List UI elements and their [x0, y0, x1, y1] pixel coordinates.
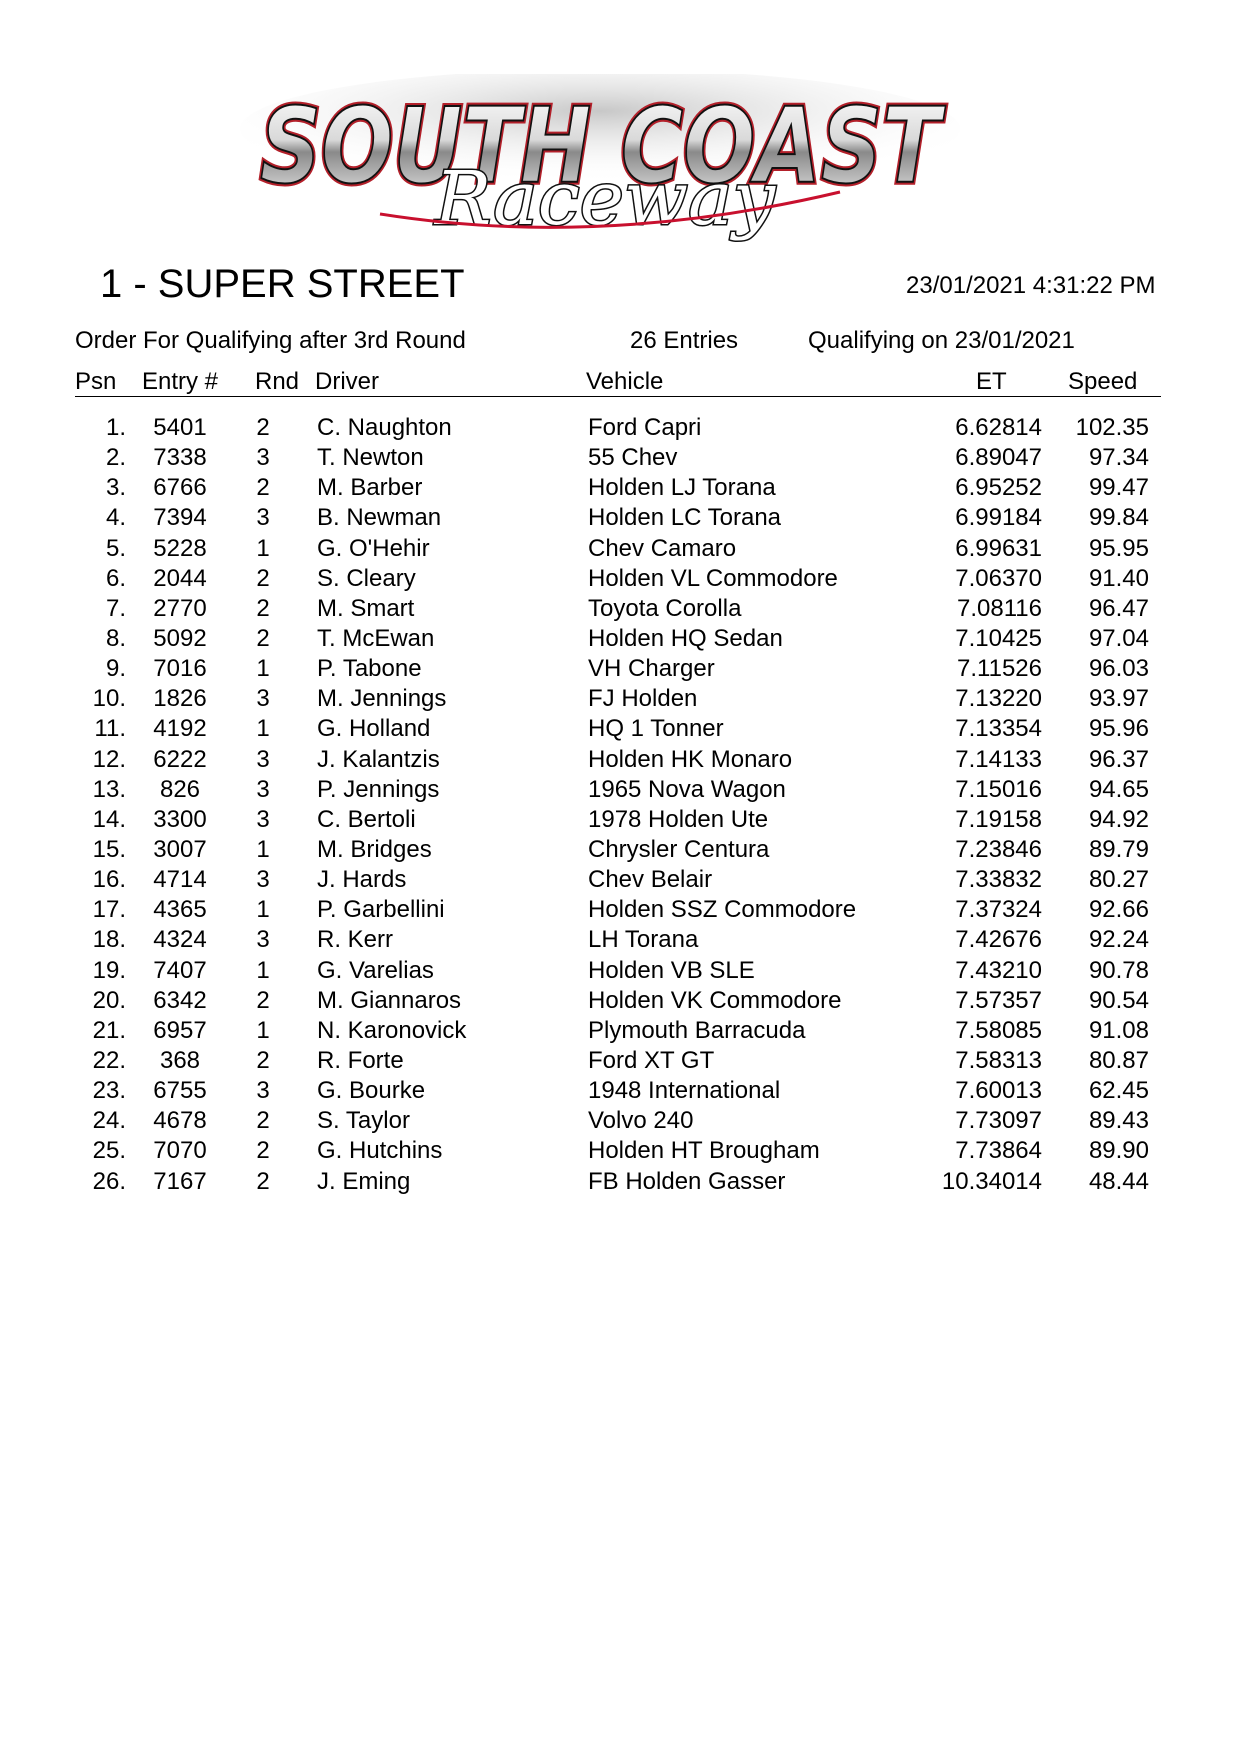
- cell-vehicle: LH Torana: [588, 926, 699, 954]
- cell-rnd: 2: [256, 564, 270, 592]
- cell-rnd: 2: [256, 986, 270, 1014]
- cell-vehicle: FJ Holden: [588, 685, 698, 713]
- cell-entry: 3007: [153, 835, 207, 863]
- table-row: [0, 535, 1240, 565]
- cell-driver: R. Forte: [317, 1046, 404, 1074]
- cell-rnd: 3: [256, 504, 270, 532]
- table-row: [0, 896, 1240, 926]
- cell-psn: 9.: [105, 655, 126, 683]
- cell-psn: 20.: [92, 986, 126, 1014]
- cell-rnd: 2: [256, 414, 270, 441]
- cell-psn: 26.: [92, 1167, 126, 1195]
- cell-speed: 89.43: [1088, 1107, 1149, 1135]
- cell-speed: 96.37: [1088, 745, 1149, 773]
- cell-vehicle: 1965 Nova Wagon: [588, 775, 786, 803]
- cell-rnd: 2: [256, 624, 270, 652]
- cell-driver: T. Newton: [317, 444, 424, 472]
- cell-psn: 18.: [92, 926, 126, 954]
- cell-vehicle: Plymouth Barracuda: [588, 1016, 806, 1044]
- table-row: [0, 957, 1240, 987]
- cell-rnd: 2: [256, 1167, 270, 1195]
- cell-rnd: 3: [256, 1077, 270, 1105]
- cell-speed: 62.45: [1088, 1077, 1149, 1105]
- cell-psn: 11.: [94, 715, 126, 743]
- table-header: [75, 368, 1161, 397]
- cell-et: 7.14133: [955, 745, 1042, 773]
- entries-count: 26 Entries: [630, 327, 739, 354]
- cell-speed: 91.08: [1088, 1016, 1149, 1044]
- cell-driver: N. Karonovick: [317, 1016, 467, 1044]
- cell-et: 6.89047: [955, 444, 1042, 472]
- cell-vehicle: Holden HT Brougham: [588, 1137, 820, 1165]
- cell-speed: 80.87: [1088, 1046, 1149, 1074]
- table-row: [0, 504, 1240, 534]
- table-row: [0, 655, 1240, 685]
- cell-entry: 826: [159, 775, 201, 803]
- cell-et: 7.10425: [955, 624, 1042, 652]
- cell-entry: 6766: [153, 474, 207, 502]
- cell-vehicle: Holden VB SLE: [588, 956, 755, 984]
- printed-timestamp: 23/01/2021 4:31:22 PM: [906, 272, 1156, 299]
- logo-script: Raceway: [432, 156, 777, 242]
- cell-vehicle: Holden HK Monaro: [588, 745, 793, 773]
- col-vehicle: Vehicle: [586, 368, 664, 395]
- cell-rnd: 2: [256, 474, 270, 502]
- cell-driver: G. Bourke: [317, 1077, 426, 1105]
- cell-et: 10.34014: [941, 1167, 1042, 1195]
- cell-et: 6.99631: [955, 534, 1042, 562]
- table-row: [0, 1137, 1240, 1167]
- table-row: [0, 1017, 1240, 1047]
- cell-vehicle: Chrysler Centura: [588, 835, 770, 863]
- cell-psn: 22.: [92, 1046, 126, 1074]
- cell-et: 7.73097: [955, 1107, 1042, 1135]
- cell-entry: 7167: [153, 1167, 207, 1195]
- cell-driver: C. Bertoli: [317, 805, 416, 833]
- cell-et: 7.57357: [955, 986, 1042, 1014]
- cell-rnd: 1: [256, 715, 270, 743]
- cell-speed: 96.47: [1088, 594, 1149, 622]
- cell-rnd: 3: [256, 685, 270, 713]
- cell-speed: 96.03: [1088, 655, 1149, 683]
- cell-entry: 368: [159, 1046, 201, 1074]
- cell-entry: 4324: [153, 926, 207, 954]
- cell-entry: 6222: [153, 745, 207, 773]
- cell-speed: 92.24: [1088, 926, 1149, 954]
- cell-vehicle: Holden SSZ Commodore: [588, 896, 857, 924]
- logo-title: SOUTH COAST: [260, 85, 946, 207]
- cell-speed: 90.54: [1088, 986, 1149, 1014]
- table-row: [0, 987, 1240, 1017]
- cell-speed: 90.78: [1088, 956, 1149, 984]
- cell-speed: 89.90: [1088, 1137, 1149, 1165]
- cell-speed: 99.47: [1088, 474, 1149, 502]
- cell-speed: 89.79: [1088, 835, 1149, 863]
- cell-et: 7.15016: [955, 775, 1042, 803]
- col-et: ET: [976, 368, 1007, 395]
- table-row: [0, 746, 1240, 776]
- col-driver: Driver: [315, 368, 379, 395]
- cell-rnd: 3: [256, 866, 270, 894]
- cell-entry: 6755: [153, 1077, 207, 1105]
- table-row: [0, 565, 1240, 595]
- cell-speed: 94.92: [1088, 805, 1149, 833]
- cell-et: 7.13220: [955, 685, 1042, 713]
- cell-driver: B. Newman: [317, 504, 442, 532]
- cell-driver: G. Holland: [317, 715, 431, 743]
- logo-title-outline: SOUTH COAST: [260, 85, 946, 207]
- cell-driver: M. Bridges: [317, 835, 432, 863]
- cell-driver: P. Garbellini: [317, 896, 445, 924]
- table-row: [0, 414, 1240, 444]
- cell-vehicle: Holden LC Torana: [588, 504, 782, 532]
- cell-rnd: 1: [256, 896, 270, 924]
- cell-psn: 21.: [92, 1016, 126, 1044]
- cell-psn: 7.: [105, 594, 126, 622]
- cell-speed: 102.35: [1075, 414, 1149, 441]
- qualifying-date: Qualifying on 23/01/2021: [808, 327, 1075, 354]
- cell-entry: 4192: [153, 715, 207, 743]
- table-row: [0, 836, 1240, 866]
- cell-et: 7.42676: [955, 926, 1042, 954]
- cell-entry: 6342: [153, 986, 207, 1014]
- cell-entry: 7338: [153, 444, 207, 472]
- cell-entry: 7407: [153, 956, 207, 984]
- cell-rnd: 1: [256, 534, 270, 562]
- cell-speed: 97.04: [1088, 624, 1149, 652]
- table-row: [0, 474, 1240, 504]
- cell-entry: 5092: [153, 624, 207, 652]
- cell-psn: 16.: [92, 866, 126, 894]
- cell-speed: 93.97: [1088, 685, 1149, 713]
- cell-speed: 99.84: [1088, 504, 1149, 532]
- cell-et: 7.37324: [955, 896, 1042, 924]
- cell-vehicle: 1978 Holden Ute: [588, 805, 769, 833]
- cell-et: 7.06370: [955, 564, 1042, 592]
- cell-et: 7.08116: [957, 594, 1042, 622]
- cell-entry: 6957: [153, 1016, 207, 1044]
- cell-psn: 19.: [92, 956, 126, 984]
- cell-entry: 1826: [153, 685, 207, 713]
- cell-entry: 7016: [153, 655, 207, 683]
- cell-psn: 1.: [105, 414, 126, 441]
- cell-vehicle: Holden VL Commodore: [588, 564, 838, 592]
- col-rnd: Rnd: [255, 368, 300, 395]
- cell-speed: 91.40: [1088, 564, 1149, 592]
- table-row: [0, 926, 1240, 956]
- cell-driver: P. Tabone: [317, 655, 422, 683]
- cell-entry: 4678: [153, 1107, 207, 1135]
- cell-psn: 10.: [92, 685, 126, 713]
- cell-rnd: 3: [256, 775, 270, 803]
- col-speed: Speed: [1068, 368, 1138, 395]
- cell-psn: 17.: [92, 896, 126, 924]
- cell-rnd: 3: [256, 745, 270, 773]
- cell-rnd: 2: [256, 594, 270, 622]
- cell-vehicle: Holden VK Commodore: [588, 986, 842, 1014]
- cell-vehicle: Holden LJ Torana: [588, 474, 776, 502]
- cell-rnd: 1: [256, 835, 270, 863]
- cell-driver: C. Naughton: [317, 414, 452, 441]
- cell-psn: 2.: [105, 444, 126, 472]
- cell-driver: J. Hards: [317, 866, 407, 894]
- cell-vehicle: HQ 1 Tonner: [588, 715, 724, 743]
- cell-speed: 95.95: [1088, 534, 1149, 562]
- table-row: [0, 595, 1240, 625]
- cell-rnd: 2: [256, 1137, 270, 1165]
- cell-et: 7.58313: [955, 1046, 1042, 1074]
- cell-rnd: 3: [256, 926, 270, 954]
- cell-et: 6.99184: [955, 504, 1042, 532]
- cell-driver: J. Kalantzis: [317, 745, 440, 773]
- cell-driver: S. Taylor: [317, 1107, 410, 1135]
- cell-speed: 94.65: [1088, 775, 1149, 803]
- cell-rnd: 1: [256, 1016, 270, 1044]
- cell-entry: 2770: [153, 594, 207, 622]
- col-entry: Entry #: [142, 368, 219, 395]
- cell-et: 7.13354: [955, 715, 1042, 743]
- cell-vehicle: Chev Camaro: [588, 534, 737, 562]
- cell-rnd: 3: [256, 444, 270, 472]
- cell-speed: 80.27: [1088, 866, 1149, 894]
- cell-et: 7.33832: [955, 866, 1042, 894]
- col-psn: Psn: [75, 368, 117, 395]
- table-row: [0, 1168, 1240, 1198]
- cell-entry: 3300: [153, 805, 207, 833]
- cell-psn: 12.: [92, 745, 126, 773]
- cell-psn: 23.: [92, 1077, 126, 1105]
- cell-psn: 25.: [92, 1137, 126, 1165]
- cell-entry: 4365: [153, 896, 207, 924]
- cell-rnd: 3: [256, 805, 270, 833]
- table-row: [0, 1077, 1240, 1107]
- cell-entry: 7394: [153, 504, 207, 532]
- cell-vehicle: 1948 International: [588, 1077, 781, 1105]
- cell-psn: 8.: [105, 624, 126, 652]
- cell-psn: 5.: [105, 534, 126, 562]
- cell-et: 7.58085: [955, 1016, 1042, 1044]
- cell-driver: T. McEwan: [317, 624, 435, 652]
- cell-psn: 4.: [105, 504, 126, 532]
- table-row: [0, 715, 1240, 745]
- cell-et: 7.60013: [955, 1077, 1042, 1105]
- cell-psn: 15.: [92, 835, 126, 863]
- class-title: 1 - SUPER STREET: [100, 262, 465, 306]
- cell-entry: 5228: [153, 534, 207, 562]
- cell-psn: 6.: [105, 564, 126, 592]
- table-row: [0, 685, 1240, 715]
- cell-driver: R. Kerr: [317, 926, 394, 954]
- cell-psn: 13.: [92, 775, 126, 803]
- table-row: [0, 1107, 1240, 1137]
- cell-speed: 97.34: [1088, 444, 1149, 472]
- order-label: Order For Qualifying after 3rd Round: [75, 327, 466, 354]
- cell-entry: 4714: [153, 866, 207, 894]
- cell-psn: 14.: [92, 805, 126, 833]
- cell-driver: G. O'Hehir: [317, 534, 430, 562]
- cell-speed: 92.66: [1088, 896, 1149, 924]
- cell-vehicle: Holden HQ Sedan: [588, 624, 783, 652]
- cell-et: 7.73864: [955, 1137, 1042, 1165]
- cell-vehicle: 55 Chev: [588, 444, 678, 472]
- table-row: [0, 866, 1240, 896]
- cell-et: 7.43210: [955, 956, 1042, 984]
- cell-psn: 24.: [92, 1107, 126, 1135]
- cell-driver: S. Cleary: [317, 564, 416, 592]
- table-row: [0, 806, 1240, 836]
- cell-rnd: 2: [256, 1046, 270, 1074]
- cell-et: 6.62814: [955, 414, 1042, 441]
- cell-entry: 7070: [153, 1137, 207, 1165]
- table-row: [0, 625, 1240, 655]
- cell-vehicle: Chev Belair: [588, 866, 713, 894]
- cell-speed: 48.44: [1088, 1167, 1149, 1195]
- cell-rnd: 1: [256, 956, 270, 984]
- cell-entry: 5401: [153, 414, 207, 441]
- cell-speed: 95.96: [1088, 715, 1149, 743]
- cell-vehicle: Ford XT GT: [588, 1046, 715, 1074]
- cell-driver: P. Jennings: [317, 775, 440, 803]
- cell-driver: G. Hutchins: [317, 1137, 443, 1165]
- cell-driver: G. Varelias: [317, 956, 434, 984]
- table-row: [0, 444, 1240, 474]
- cell-vehicle: VH Charger: [588, 655, 715, 683]
- cell-vehicle: Toyota Corolla: [588, 594, 742, 622]
- table-row: [0, 776, 1240, 806]
- raceway-logo: [230, 74, 970, 254]
- cell-driver: M. Smart: [317, 594, 415, 622]
- cell-vehicle: Ford Capri: [588, 414, 702, 441]
- cell-entry: 2044: [153, 564, 207, 592]
- cell-rnd: 2: [256, 1107, 270, 1135]
- cell-et: 7.11526: [957, 655, 1042, 683]
- table-row: [0, 1047, 1240, 1077]
- cell-rnd: 1: [256, 655, 270, 683]
- cell-driver: M. Jennings: [317, 685, 447, 713]
- cell-et: 7.23846: [955, 835, 1042, 863]
- cell-vehicle: Volvo 240: [588, 1107, 694, 1135]
- cell-et: 6.95252: [955, 474, 1042, 502]
- cell-driver: M. Giannaros: [317, 986, 462, 1014]
- cell-driver: M. Barber: [317, 474, 423, 502]
- cell-psn: 3.: [105, 474, 126, 502]
- cell-vehicle: FB Holden Gasser: [588, 1167, 786, 1195]
- cell-et: 7.19158: [955, 805, 1042, 833]
- cell-driver: J. Eming: [317, 1167, 411, 1195]
- results-table: [0, 414, 1240, 1198]
